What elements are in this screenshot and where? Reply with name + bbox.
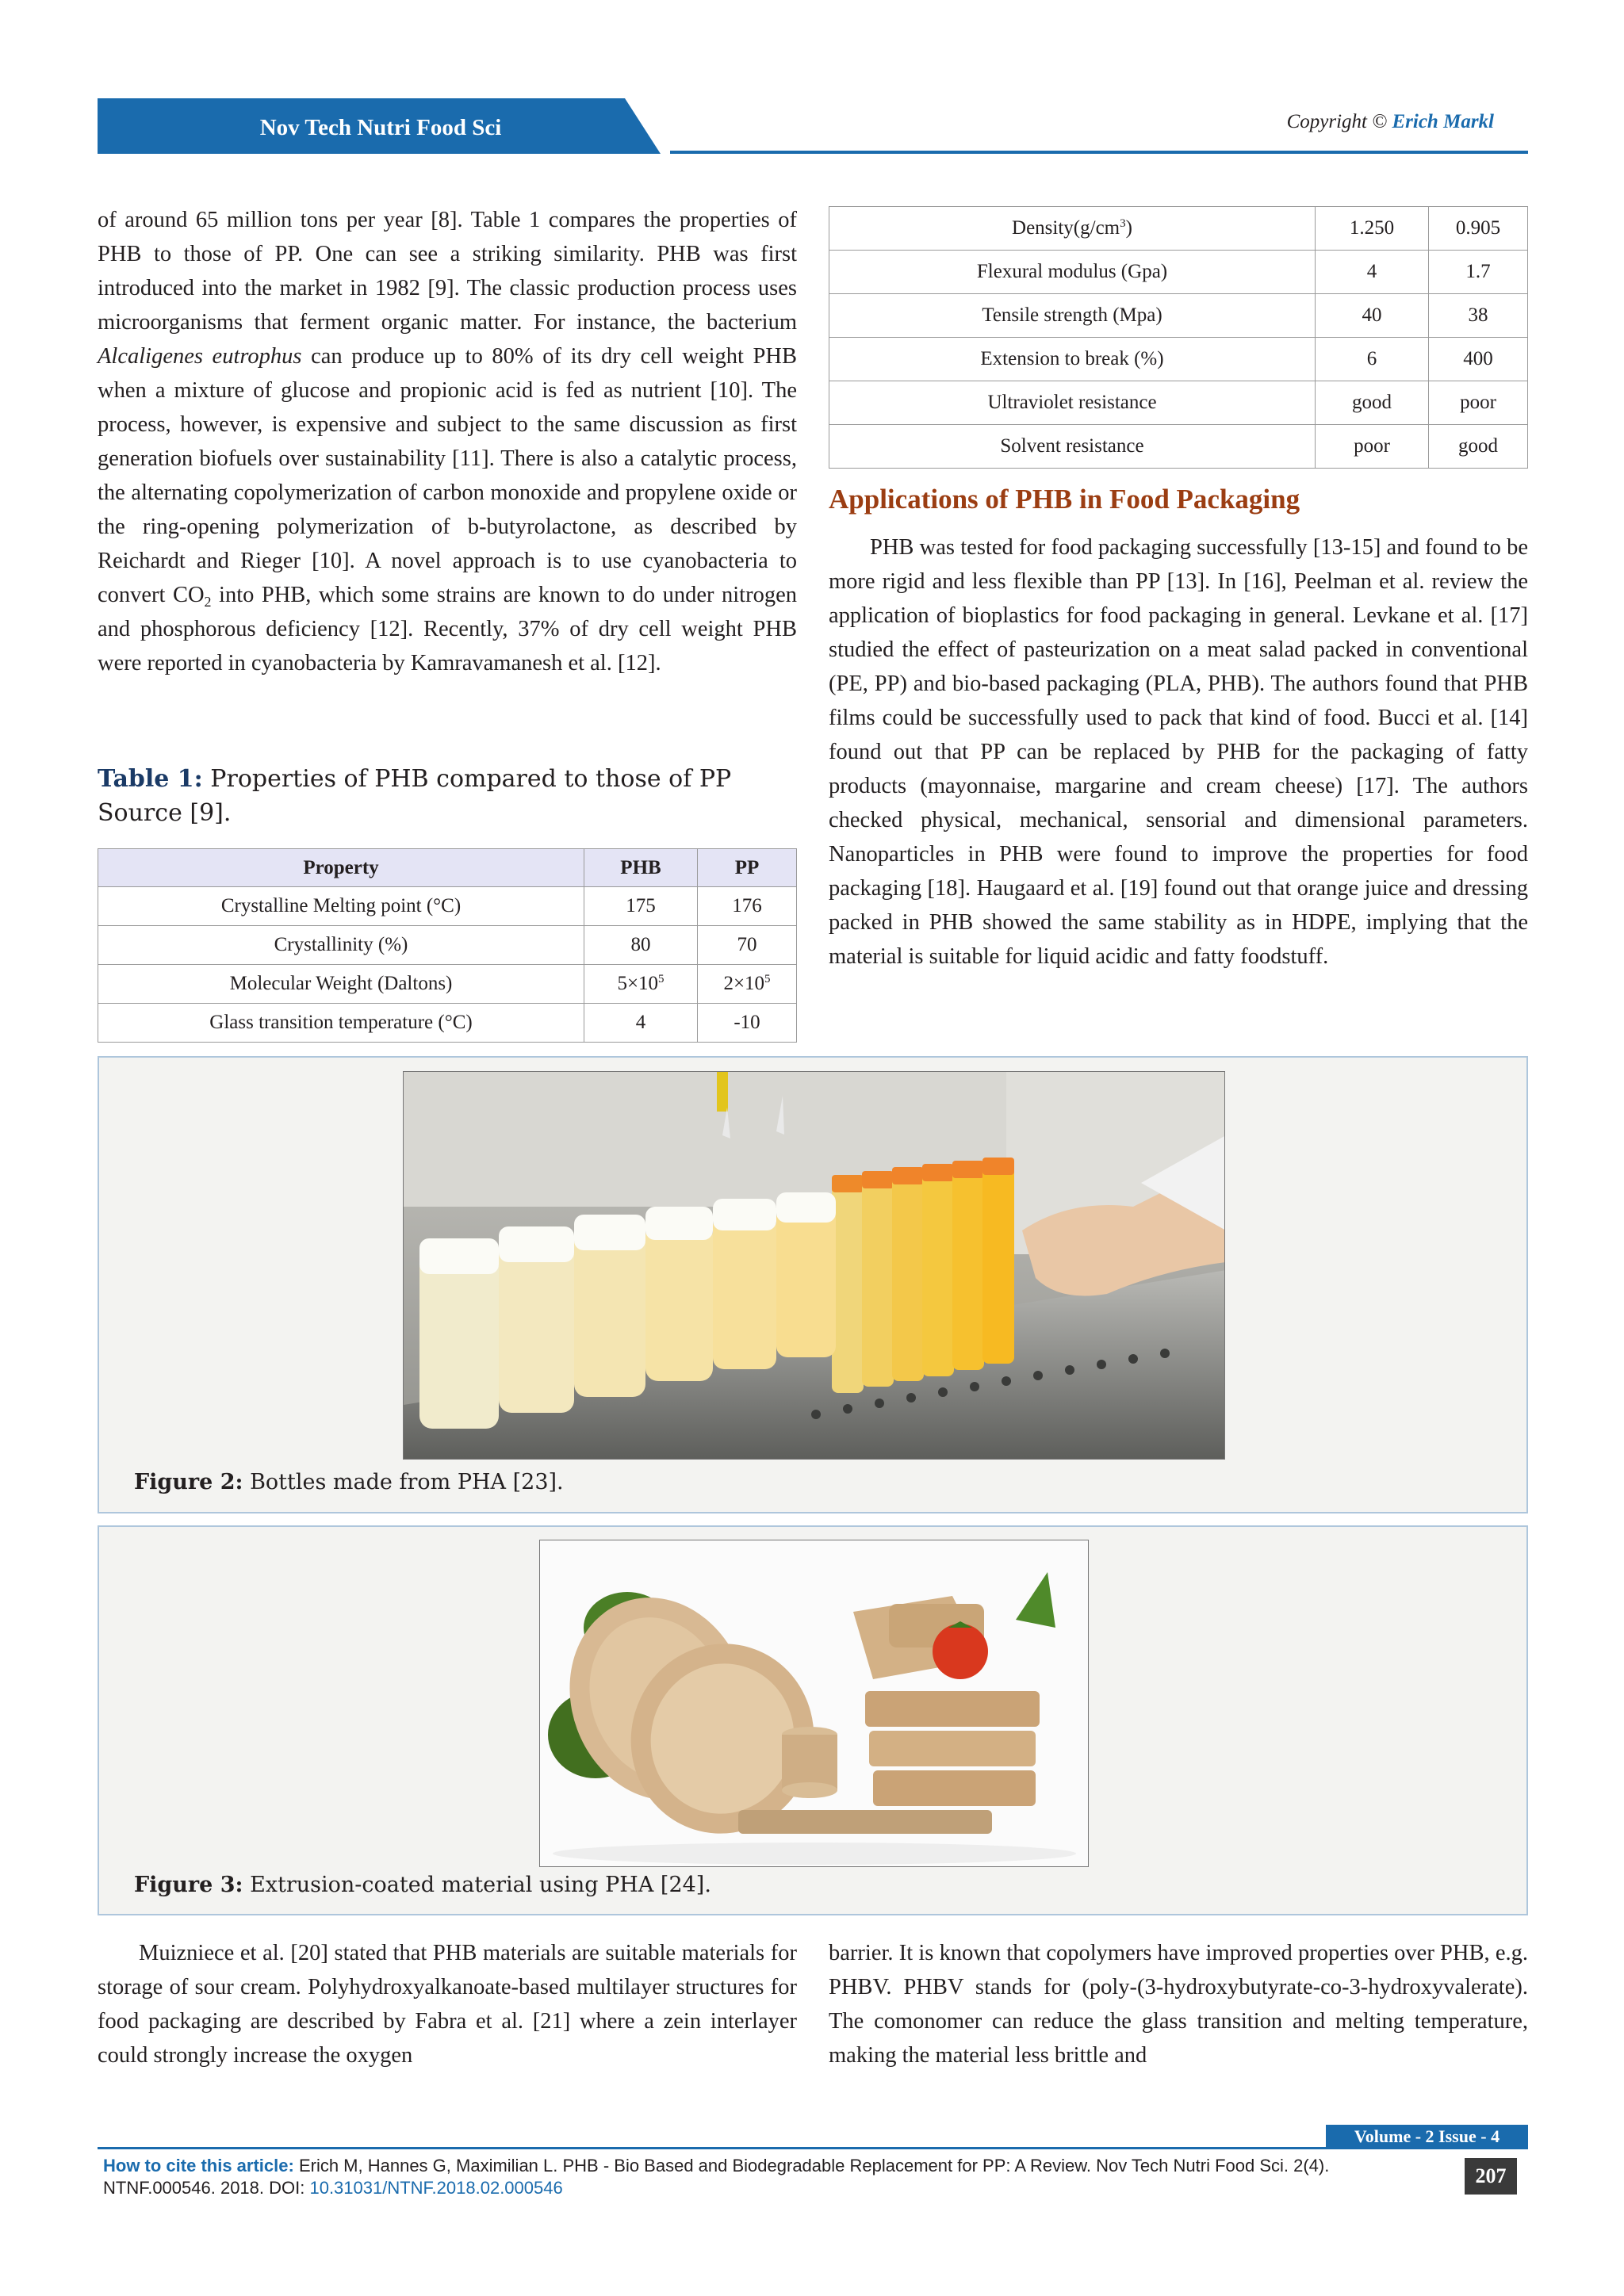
body-paragraph-right: PHB was tested for food packaging successfully [13-15] and found to be more rigid and less flexible than PP [13]. In [16], Peelman et al. review the application of bioplastics for food packaging in general. Levkane et al. [17] studied the effect of pasteurization on a meat salad packed in conventional (PE, PP) and bio-based packaging (PLA, PHB). The authors found that PHB films could be successfully used to pack that kind of food. Bucci et al. [14] found out that PP can be replaced by PHB for the packaging of fatty products (mayonnaise, margarine and cream cheese) [17]. The authors checked physical, mechanical, sensorial and dimensional parameters. Nanoparticles in PHB were found to improve the properties for food packaging [18]. Haugaard et al. [19] found out that orange juice and dressing packed in PHB showed the same stability as in HDPE, implying that the material is suitable for liquid acidic and fatty foodstuff. (829, 535, 1528, 969)
text-run: into PHB, which some strains are known to do under nitrogen and phosphorous deficiency [12]. Recently, 37% of dry cell weight PHB were reported in cyanobacteria by Kamravamanesh et al. [12]. (98, 583, 797, 675)
table-cell: 40 (1316, 294, 1429, 338)
copyright-prefix: Copyright © (1286, 111, 1388, 132)
table-cell: Solvent resistance (829, 425, 1316, 469)
volume-issue-badge: Volume - 2 Issue - 4 (1326, 2125, 1528, 2149)
table-cell: 38 (1429, 294, 1528, 338)
cell-value: 5×10 (617, 973, 659, 994)
table-caption (98, 762, 797, 830)
table-cell: Tensile strength (Mpa) (829, 294, 1316, 338)
caption-label: Figure 2: (134, 1470, 243, 1494)
figure-3-panel (98, 1525, 1528, 1915)
column-header: PHB (584, 849, 698, 887)
table-cell: 70 (698, 926, 797, 965)
packaging-illustration (540, 1540, 1089, 1867)
bottles-photo (403, 1071, 1225, 1460)
text-run: can produce up to 80% of its dry cell weight PHB when a mixture of glucose and propionic acid is fed as nutrient [10]. The process, however, is expensive and subject to the same discussion as first generation biofuels over sustainability [11]. There is also a catalytic process, the alternating copolymerization of carbon monoxide and propylene oxide or the ring-opening polymerization of b-butyrolactone, as described by Reichardt and Rieger [10]. A novel approach is to use cyanobacteria to convert CO (98, 344, 797, 607)
table-cell: 0.905 (1429, 207, 1528, 251)
cell-value: 2×10 (723, 973, 765, 994)
table-cell: good (1429, 425, 1528, 469)
packaging-photo (539, 1540, 1089, 1867)
body-paragraph-bottom-right: barrier. It is known that copolymers have improved properties over PHB, e.g. PHBV. PHBV stands for (poly-(3-hydroxybutyrate-co-3-hydroxyvalerate). The comonomer can reduce the glass transition and melting temperature, making the material less brittle and (829, 1941, 1528, 2068)
table-header-row (98, 849, 797, 887)
cell-value: Density(g/cm (1012, 217, 1120, 239)
text-run: of around 65 million tons per year [8]. Table 1 compares the properties of PHB to those of PP. One can see a striking similarity. PHB was first introduced into the market in 1982 [9]. The classic production process uses microorganisms that ferment organic matter. For instance, the bacterium (98, 208, 797, 335)
exponent: 5 (658, 973, 665, 985)
properties-table (98, 848, 797, 1043)
table-cell (698, 965, 797, 1004)
table-cell: Flexural modulus (Gpa) (829, 251, 1316, 294)
figure-2-caption (134, 1470, 564, 1494)
caption-label: Table 1: (98, 765, 203, 793)
table-row (829, 425, 1528, 469)
table-cell: poor (1429, 381, 1528, 425)
header-rule (670, 151, 1528, 154)
properties-table-continued (829, 206, 1528, 469)
column-header: Property (98, 849, 584, 887)
citation-text: Erich M, Hannes G, Maximilian L. PHB - Bio Based and Biodegradable Replacement for PP: A Review. Nov Tech Nutri Food Sci. 2(4). NTNF.000546. 2018. DOI: (103, 2156, 1330, 2198)
body-paragraph-bottom-left: Muizniece et al. [20] stated that PHB materials are suitable materials for storage of sour cream. Polyhydroxyalkanoate-based multilayer structures for food packaging are described by Fabra et al. [21] where a zein interlayer could strongly increase the oxygen (98, 1941, 797, 2068)
table-cell: 80 (584, 926, 698, 965)
subscript: 2 (204, 594, 212, 610)
table-cell (829, 207, 1316, 251)
caption-text: Properties of PHB compared to those of PP Source [9]. (98, 765, 732, 827)
caption-label: Figure 3: (134, 1873, 243, 1897)
caption-text: Extrusion-coated material using PHA [24]. (243, 1873, 711, 1897)
table-cell: Molecular Weight (Daltons) (98, 965, 584, 1004)
footer-rule (98, 2147, 1528, 2149)
table-cell: Ultraviolet resistance (829, 381, 1316, 425)
table-cell: Glass transition temperature (°C) (98, 1004, 584, 1043)
table-cell: 1.7 (1429, 251, 1528, 294)
body-paragraph-left (98, 203, 797, 680)
exponent: 3 (1120, 217, 1126, 230)
figure-2-panel (98, 1056, 1528, 1513)
exponent: 5 (764, 973, 771, 985)
table-cell: good (1316, 381, 1429, 425)
table-cell (584, 965, 698, 1004)
citation (103, 2155, 1411, 2199)
table-row (98, 926, 797, 965)
species-name: Alcaligenes eutrophus (98, 344, 302, 369)
table-cell: Extension to break (%) (829, 338, 1316, 381)
doi-link[interactable]: 10.31031/NTNF.2018.02.000546 (309, 2178, 563, 2198)
citation-label: How to cite this article: (103, 2156, 294, 2175)
table-cell: 4 (1316, 251, 1429, 294)
table-cell: 4 (584, 1004, 698, 1043)
section-heading: Applications of PHB in Food Packaging (829, 484, 1300, 515)
table-cell: 400 (1429, 338, 1528, 381)
cell-value: ) (1125, 217, 1132, 239)
table-row (98, 965, 797, 1004)
table-row (829, 381, 1528, 425)
copyright-author: Erich Markl (1392, 111, 1494, 132)
caption-text: Bottles made from PHA [23]. (243, 1470, 564, 1494)
table-row (829, 207, 1528, 251)
table-cell: 175 (584, 887, 698, 926)
table-row (829, 251, 1528, 294)
table-row (98, 1004, 797, 1043)
table-row (98, 887, 797, 926)
table-cell: 1.250 (1316, 207, 1429, 251)
table-cell: 6 (1316, 338, 1429, 381)
table-cell: Crystallinity (%) (98, 926, 584, 965)
table-cell: -10 (698, 1004, 797, 1043)
table-cell: Crystalline Melting point (°C) (98, 887, 584, 926)
column-header: PP (698, 849, 797, 887)
copyright (1287, 111, 1494, 133)
page-number: 207 (1465, 2158, 1517, 2195)
table-row (829, 294, 1528, 338)
table-cell: 176 (698, 887, 797, 926)
journal-name: Nov Tech Nutri Food Sci (259, 115, 502, 140)
figure-3-caption (134, 1873, 711, 1897)
bottles-illustration (404, 1072, 1225, 1460)
table-cell: poor (1316, 425, 1429, 469)
table-row (829, 338, 1528, 381)
